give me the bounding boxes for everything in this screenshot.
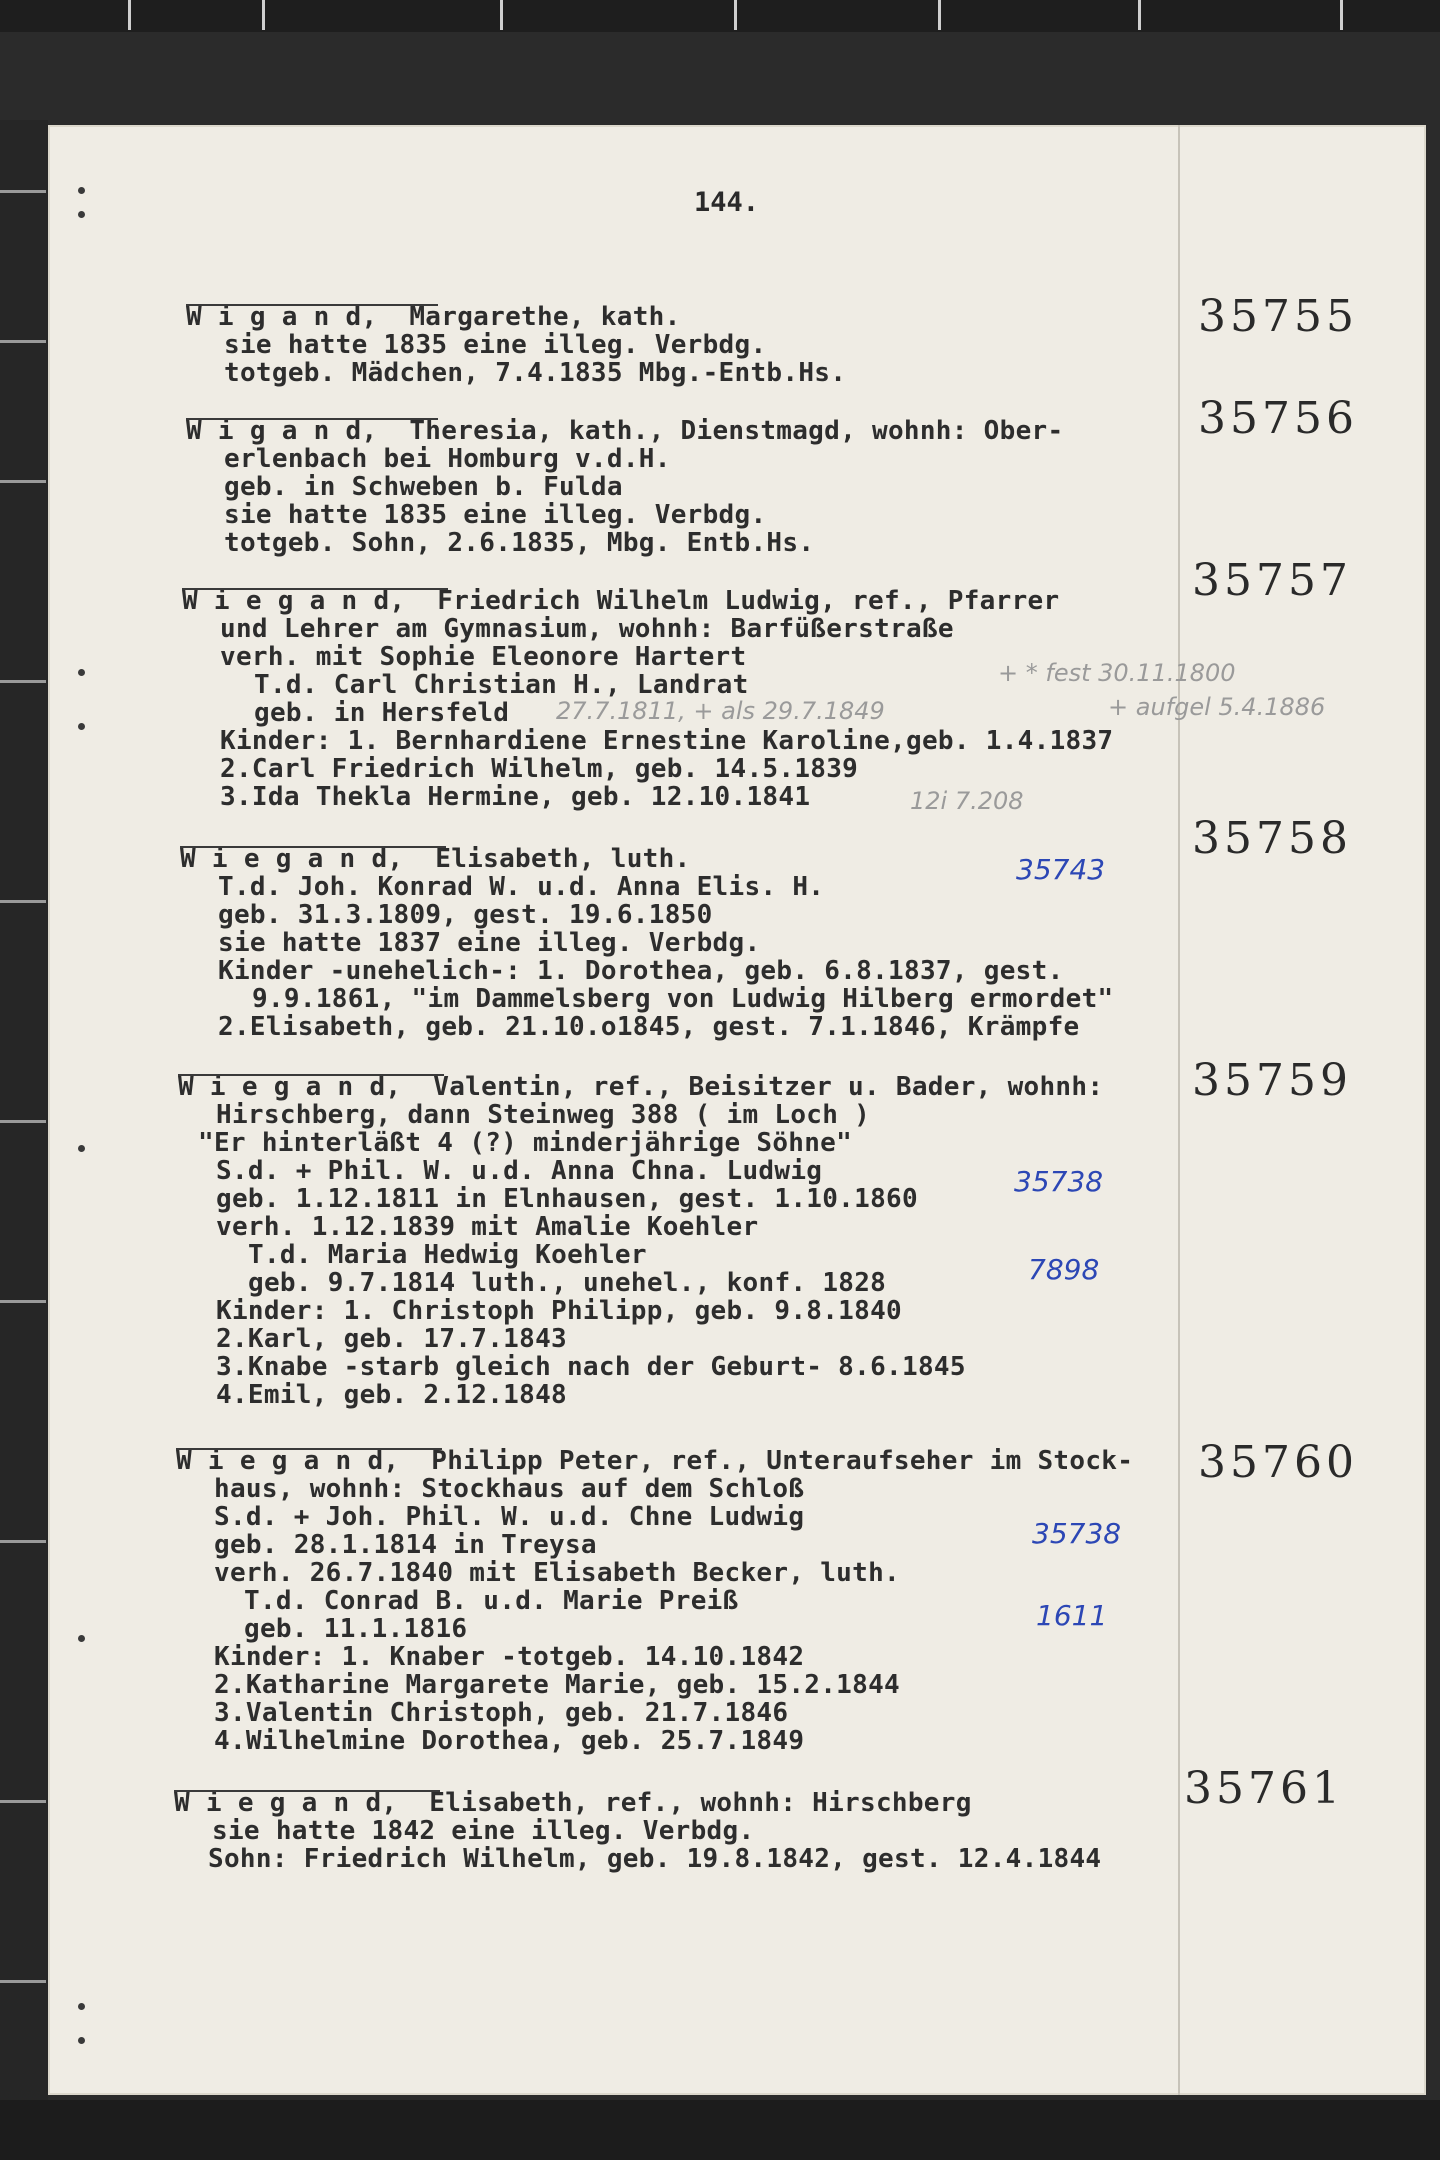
entry-line: sie hatte 1837 eine illeg. Verbdg. (218, 928, 761, 958)
entry-line: 2.Karl, geb. 17.7.1843 (216, 1324, 567, 1354)
page-number: 144. (694, 187, 760, 218)
entry-line: totgeb. Sohn, 2.6.1835, Mbg. Entb.Hs. (224, 528, 815, 558)
handwritten-reference: 35738 (1032, 1517, 1122, 1550)
entry-line: Kinder -unehelich-: 1. Dorothea, geb. 6.8.1837, gest. (218, 956, 1064, 986)
entry-line: 4.Wilhelmine Dorothea, geb. 25.7.1849 (214, 1726, 805, 1756)
entry-line: Hirschberg, dann Steinweg 388 ( im Loch ) (216, 1100, 871, 1130)
entry-line: S.d. + Joh. Phil. W. u.d. Chne Ludwig (214, 1502, 805, 1532)
entry-line: 2.Katharine Margarete Marie, geb. 15.2.1844 (214, 1670, 900, 1700)
punch-hole (78, 2037, 85, 2044)
frame-tick (734, 0, 737, 30)
entry-number: 35758 (1192, 813, 1352, 864)
punch-hole (78, 723, 85, 730)
frame-tick (0, 340, 46, 343)
film-frame-bottom (0, 2100, 1440, 2160)
entry-line: geb. in Hersfeld (254, 698, 510, 728)
entry-line: 9.9.1861, "im Dammelsberg von Ludwig Hilberg ermordet" (252, 984, 1114, 1014)
entry-line: und Lehrer am Gymnasium, wohnh: Barfüßerstraße (220, 614, 954, 644)
entry-line: verh. 26.7.1840 mit Elisabeth Becker, luth. (214, 1558, 900, 1588)
entry-name-line: W i e g a n d, Friedrich Wilhelm Ludwig, ref., Pfarrer (182, 586, 1060, 616)
frame-tick (0, 1300, 46, 1303)
frame-tick (500, 0, 503, 30)
pencil-note: 12i 7.208 (910, 787, 1024, 815)
entry-number: 35761 (1184, 1763, 1344, 1814)
handwritten-reference: 35738 (1014, 1165, 1104, 1198)
entry-line: haus, wohnh: Stockhaus auf dem Schloß (214, 1474, 805, 1504)
entry-line: 3.Ida Thekla Hermine, geb. 12.10.1841 (220, 782, 811, 812)
entry-line: geb. 31.3.1809, gest. 19.6.1850 (218, 900, 713, 930)
entry-line: sie hatte 1835 eine illeg. Verbdg. (224, 500, 767, 530)
name-underline (176, 1447, 442, 1450)
frame-tick (0, 1540, 46, 1543)
entry-line: T.d. Maria Hedwig Koehler (248, 1240, 647, 1270)
entry-line: geb. 9.7.1814 luth., unehel., konf. 1828 (248, 1268, 887, 1298)
entry-name-line: W i g a n d, Margarethe, kath. (186, 302, 681, 332)
index-card (48, 125, 1426, 2095)
entry-line: Sohn: Friedrich Wilhelm, geb. 19.8.1842, gest. 12.4.1844 (208, 1844, 1102, 1874)
entry-name-line: W i e g a n d, Elisabeth, ref., wohnh: Hirschberg (174, 1788, 972, 1818)
entry-line: Kinder: 1. Bernhardiene Ernestine Karoline,geb. 1.4.1837 (220, 726, 1114, 756)
punch-hole (78, 187, 85, 194)
punch-hole (78, 2003, 85, 2010)
entry-line: sie hatte 1842 eine illeg. Verbdg. (212, 1816, 755, 1846)
frame-tick (1138, 0, 1141, 30)
margin-rule (1178, 125, 1180, 2095)
name-underline (182, 587, 448, 590)
entry-line: geb. 28.1.1814 in Treysa (214, 1530, 597, 1560)
entry-number: 35756 (1198, 393, 1358, 444)
entry-line: Kinder: 1. Christoph Philipp, geb. 9.8.1840 (216, 1296, 902, 1326)
entry-line: totgeb. Mädchen, 7.4.1835 Mbg.-Entb.Hs. (224, 358, 847, 388)
punch-hole (78, 211, 85, 218)
punch-hole (78, 1635, 85, 1642)
frame-tick (938, 0, 941, 30)
handwritten-reference: 35743 (1016, 853, 1106, 886)
pencil-note: 27.7.1811, + als 29.7.1849 (556, 697, 885, 725)
entry-line: T.d. Carl Christian H., Landrat (254, 670, 749, 700)
entry-line: sie hatte 1835 eine illeg. Verbdg. (224, 330, 767, 360)
punch-hole (78, 1145, 85, 1152)
frame-tick (0, 680, 46, 683)
pencil-note: + * fest 30.11.1800 (998, 659, 1236, 687)
entry-number: 35755 (1198, 291, 1358, 342)
entry-line: T.d. Joh. Konrad W. u.d. Anna Elis. H. (218, 872, 825, 902)
entry-name-line: W i e g a n d, Elisabeth, luth. (180, 844, 691, 874)
handwritten-reference: 1611 (1036, 1599, 1108, 1632)
frame-tick (0, 1120, 46, 1123)
entry-line: 3.Knabe -starb gleich nach der Geburt- 8.6.1845 (216, 1352, 966, 1382)
frame-tick (128, 0, 131, 30)
entry-line: geb. 11.1.1816 (244, 1614, 468, 1644)
entry-number: 35760 (1198, 1437, 1358, 1488)
entry-line: T.d. Conrad B. u.d. Marie Preiß (244, 1586, 739, 1616)
name-underline (178, 1073, 444, 1076)
name-underline (180, 845, 446, 848)
entry-number: 35757 (1192, 555, 1352, 606)
frame-tick (0, 900, 46, 903)
entry-name-line: W i e g a n d, Valentin, ref., Beisitzer u. Bader, wohnh: (178, 1072, 1104, 1102)
frame-tick (262, 0, 265, 30)
entry-name-line: W i g a n d, Theresia, kath., Dienstmagd, wohnh: Ober- (186, 416, 1064, 446)
entry-line: geb. 1.12.1811 in Elnhausen, gest. 1.10.1860 (216, 1184, 918, 1214)
entry-line: 2.Carl Friedrich Wilhelm, geb. 14.5.1839 (220, 754, 859, 784)
film-frame-left (0, 120, 48, 2160)
entry-line: verh. mit Sophie Eleonore Hartert (220, 642, 747, 672)
punch-hole (78, 669, 85, 676)
name-underline (186, 303, 438, 306)
entry-line: S.d. + Phil. W. u.d. Anna Chna. Ludwig (216, 1156, 823, 1186)
entry-line: geb. in Schweben b. Fulda (224, 472, 623, 502)
entry-line: verh. 1.12.1839 mit Amalie Koehler (216, 1212, 759, 1242)
entry-line: 2.Elisabeth, geb. 21.10.o1845, gest. 7.1.1846, Krämpfe (218, 1012, 1080, 1042)
handwritten-reference: 7898 (1028, 1253, 1100, 1286)
pencil-note: + aufgel 5.4.1886 (1108, 693, 1326, 721)
film-frame-top (0, 0, 1440, 32)
entry-line: "Er hinterläßt 4 (?) minderjährige Söhne" (198, 1128, 853, 1158)
entry-line: 3.Valentin Christoph, geb. 21.7.1846 (214, 1698, 789, 1728)
entry-line: erlenbach bei Homburg v.d.H. (224, 444, 671, 474)
frame-tick (0, 1980, 46, 1983)
frame-tick (1340, 0, 1343, 30)
entry-line: 4.Emil, geb. 2.12.1848 (216, 1380, 567, 1410)
name-underline (174, 1789, 440, 1792)
entry-name-line: W i e g a n d, Philipp Peter, ref., Unteraufseher im Stock- (176, 1446, 1134, 1476)
frame-tick (0, 1800, 46, 1803)
entry-number: 35759 (1192, 1055, 1352, 1106)
name-underline (186, 417, 438, 420)
frame-tick (0, 480, 46, 483)
entry-line: Kinder: 1. Knaber -totgeb. 14.10.1842 (214, 1642, 805, 1672)
frame-tick (0, 190, 46, 193)
